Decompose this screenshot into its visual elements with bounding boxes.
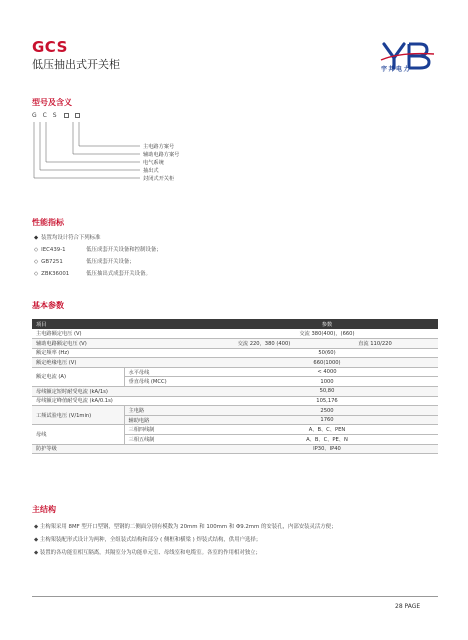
product-name: 低压抽出式开关柜 (32, 58, 120, 71)
structure-item: ◆ 主构架装配形式设计为两种，全组装式结构和部分 ( 侧框和横梁 ) 焊装式结构，供用户选择； (34, 537, 262, 543)
spec-intro: ◆ 装置均设计符合下列标准 (34, 235, 101, 241)
footer-divider (32, 596, 438, 597)
structure-item: ◆ 主构架采用 8MF 型开口型钢，型钢的二侧面分别有模数为 20mm 和 100mm 和 Φ9.2mm 的安装孔，内部安装灵活方便； (34, 524, 337, 530)
code-letter: G (32, 112, 39, 119)
page-number: 28 PAGE (395, 603, 421, 610)
table-row: 垂直母线 (MCC) 1000 (32, 377, 438, 387)
diamond-bullet-icon: ◆ (34, 235, 39, 241)
hollow-diamond-icon: ◇ (34, 247, 39, 253)
model-code-tree (32, 118, 232, 198)
code-label: 电气系统 (143, 160, 164, 166)
table-row: 防护等级 IP30、IP40 (32, 444, 438, 454)
table-header-value: 参数 (216, 319, 438, 329)
table-header-row (32, 319, 438, 329)
section-title-structure: 主结构 (32, 505, 56, 514)
section-title-model: 型号及含义 (32, 98, 72, 107)
logo-text: 宇邦电力 (381, 66, 412, 73)
spec-standard: ◇ GB7251 低压成套开关设备； (34, 259, 135, 265)
params-table (32, 319, 438, 454)
table-row: 母线 三相四线制 A、B、C、PEN (32, 425, 438, 435)
hollow-diamond-icon: ◇ (34, 271, 39, 277)
table-row: 额定频率 (Hz) 50(60) (32, 348, 438, 358)
diamond-bullet-icon: ◆ (34, 537, 40, 543)
table-row: 母线额定峰值耐受电流 (kA/0.1s) 105,176 (32, 396, 438, 406)
structure-item: ◆ 装置的各功能室相互隔离，其隔室分为功能单元室、母线室和电缆室。各室的作用相对独立； (34, 550, 261, 556)
table-row: 辅助电路 1760 (32, 415, 438, 425)
table-row: 额定电流 (A) 水平母线 < 4000 (32, 367, 438, 377)
table-row: 额定绝缘电压 (V) 660(1000) (32, 358, 438, 368)
table-row: 辅助电路额定电压 (V) 交流 220，380 (400) 直流 110/220 (32, 339, 438, 349)
diamond-bullet-icon: ◆ (34, 524, 40, 530)
spec-standard: ◇ IEC439-1 低压成套开关设备和控制设备； (34, 247, 162, 253)
code-letter: C (42, 112, 49, 119)
table-row: 三相五线制 A、B、C、PE、N (32, 435, 438, 445)
code-label: 抽出式 (143, 168, 159, 174)
table-row: 主电路额定电压 (V) 交流 380(400)，(660) (32, 329, 438, 339)
table-row: 工频试验电压 (V/1min) 主电路 2500 (32, 406, 438, 416)
table-header-item: 项目 (32, 319, 216, 329)
code-label: 辅助电路方案号 (143, 152, 180, 158)
section-title-params: 基本参数 (32, 301, 64, 310)
diamond-bullet-icon: ◆ (34, 550, 40, 556)
table-row: 母线额定短时耐受电流 (kA/1s) 50,80 (32, 387, 438, 397)
spec-standard: ◇ ZBK36001 低压抽出式成套开关设备。 (34, 271, 151, 277)
hollow-diamond-icon: ◇ (34, 259, 39, 265)
code-label: 主电路方案号 (143, 144, 175, 150)
code-letter: S (52, 112, 59, 119)
product-code: GCS (32, 38, 68, 56)
section-title-performance: 性能指标 (32, 218, 64, 227)
code-label: 封闭式开关柜 (143, 176, 175, 182)
